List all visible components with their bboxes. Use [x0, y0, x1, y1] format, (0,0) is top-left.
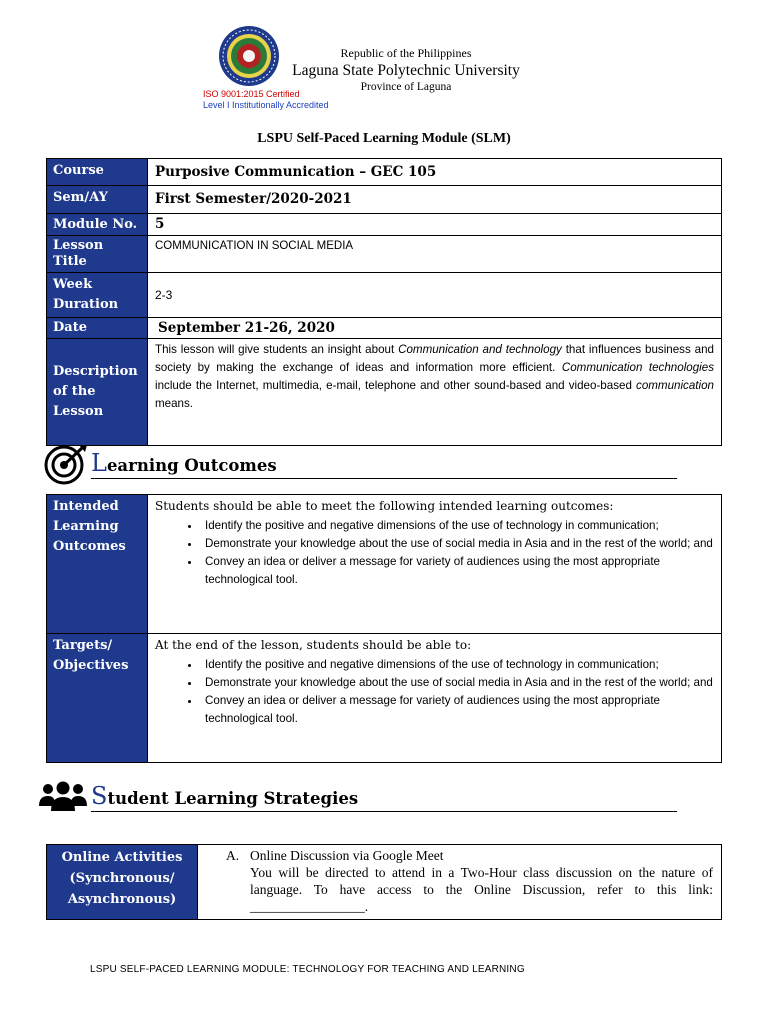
date-label: Date	[47, 318, 148, 339]
description-italic-2: Communication technologies	[561, 361, 714, 374]
online-activities-label-line2: (Synchronous/	[69, 871, 175, 886]
objectives-row	[47, 634, 722, 763]
list-item: • Convey an idea or deliver a message for variety of audiences using the most appropriate technological tool.	[201, 553, 714, 589]
lesson-label: Lesson Title	[47, 236, 148, 273]
strategies-heading-rest: tudent Learning Strategies	[107, 789, 359, 808]
objectives-list	[155, 656, 714, 728]
ilo-label-line2: Learning	[53, 519, 119, 534]
sem-label: Sem/AY	[47, 186, 148, 214]
description-text-3: include the Internet, multimedia, e-mail, telephone and other sound-based and video-based	[155, 379, 637, 392]
description-text-4: means.	[155, 397, 194, 410]
description-text-1: This lesson will give students an insight about	[155, 343, 399, 356]
list-item: • Demonstrate your knowledge about the use of social media in Asia and in the rest of the world; and	[201, 674, 714, 692]
list-item: • Demonstrate your knowledge about the use of social media in Asia and in the rest of the world; and	[201, 535, 714, 553]
list-item: • Identify the positive and negative dimensions of the use of technology in communication;	[201, 656, 714, 674]
description-label-line3: Lesson	[53, 404, 104, 419]
strategies-heading-cap: S	[91, 782, 108, 810]
date-row	[47, 318, 722, 339]
item-marker: A.	[226, 848, 240, 863]
ilo-content	[148, 495, 722, 634]
ilo-label	[47, 495, 148, 634]
objectives-label	[47, 634, 148, 763]
lesson-row	[47, 236, 722, 273]
module-row	[47, 214, 722, 236]
ilo-lead: Students should be able to meet the following intended learning outcomes:	[155, 499, 614, 513]
online-activities-label-line3: Asynchronous)	[67, 892, 177, 907]
strategies-table	[46, 844, 722, 920]
description-row	[47, 339, 722, 446]
online-activities-row	[47, 845, 722, 920]
sem-value: First Semester/2020-2021	[148, 186, 722, 214]
description-text-2: that influences business and society by making the exchange of ideas and information more efficient.	[155, 343, 714, 374]
week-label-line1: Week	[53, 277, 93, 292]
province-line: Province of Laguna	[360, 81, 452, 93]
date-value: September 21-26, 2020	[148, 318, 722, 339]
list-item: • Convey an idea or deliver a message for variety of audiences using the most appropriate technological tool.	[201, 692, 714, 728]
module-label: Module No.	[47, 214, 148, 236]
republic-line: Republic of the Philippines	[340, 46, 472, 60]
strategies-rule	[91, 811, 677, 812]
learning-outcomes-table	[46, 494, 722, 763]
university-name: Laguna State Polytechnic University	[292, 62, 520, 79]
description-italic-3: communication	[636, 379, 714, 392]
learning-outcomes-heading	[91, 449, 277, 477]
ilo-label-line1: Intended	[53, 499, 119, 514]
target-icon	[43, 443, 89, 485]
week-value: 2-3	[148, 273, 722, 318]
objectives-lead: At the end of the lesson, students should be able to:	[155, 638, 472, 652]
ilo-label-line3: Outcomes	[53, 539, 126, 554]
week-label	[47, 273, 148, 318]
iso-certification: ISO 9001:2015 Certified	[203, 89, 300, 99]
learning-outcomes-heading-rest: earning Outcomes	[106, 456, 277, 475]
online-activities-content	[198, 845, 722, 920]
module-info-table	[46, 158, 722, 446]
objectives-label-line1: Targets/	[53, 638, 113, 653]
learning-outcomes-rule	[91, 478, 677, 479]
sem-row	[47, 186, 722, 214]
ilo-list	[155, 517, 714, 589]
item-body: You will be directed to attend in a Two-Hour class discussion on the nature of language. To have access to the Online Discussion, refer to this link: _________________.	[250, 865, 713, 914]
document-title: LSPU Self-Paced Learning Module (SLM)	[257, 131, 511, 146]
course-label: Course	[47, 159, 148, 186]
description-label	[47, 339, 148, 446]
description-italic-1: Communication and technology	[398, 343, 562, 356]
strategies-heading	[91, 782, 358, 810]
lesson-value: COMMUNICATION IN SOCIAL MEDIA	[148, 236, 722, 273]
page-footer: LSPU SELF-PACED LEARNING MODULE: TECHNOLOGY FOR TEACHING AND LEARNING	[90, 964, 525, 975]
ilo-row	[47, 495, 722, 634]
group-people-icon	[38, 780, 88, 812]
description-value	[148, 339, 722, 446]
description-label-line1: Description	[53, 364, 138, 379]
item-title: Online Discussion via Google Meet	[250, 848, 444, 863]
objectives-label-line2: Objectives	[53, 658, 129, 673]
course-value: Purposive Communication – GEC 105	[148, 159, 722, 186]
online-activities-label-line1: Online Activities	[61, 850, 183, 865]
description-label-line2: of the	[53, 384, 96, 399]
online-activities-label	[47, 845, 198, 920]
accreditation-line: Level I Institutionally Accredited	[203, 100, 329, 110]
week-row	[47, 273, 722, 318]
list-item: • Identify the positive and negative dimensions of the use of technology in communication;	[201, 517, 714, 535]
week-label-line2: Duration	[53, 297, 119, 312]
module-value: 5	[148, 214, 722, 236]
objectives-content	[148, 634, 722, 763]
learning-outcomes-heading-cap: L	[91, 449, 107, 477]
course-row	[47, 159, 722, 186]
